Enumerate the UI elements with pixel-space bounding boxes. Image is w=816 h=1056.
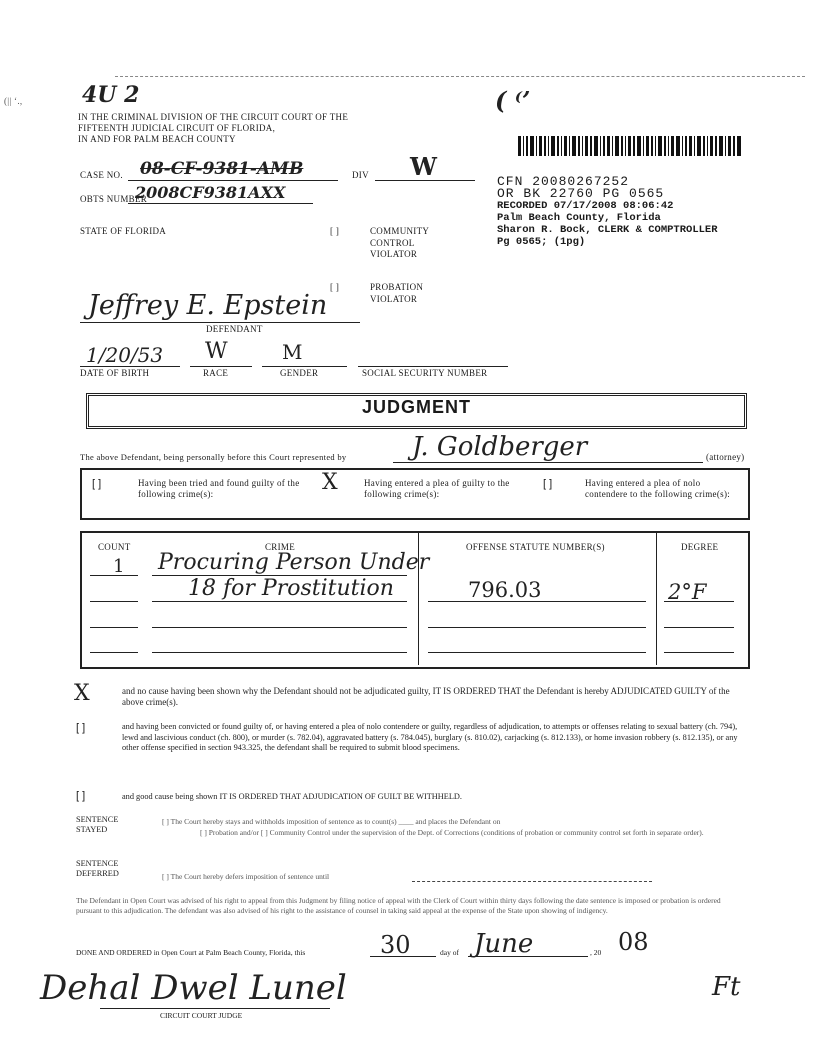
blood-checkbox: [ ] xyxy=(76,722,86,734)
col-statute: OFFENSE STATUTE NUMBER(S) xyxy=(466,542,605,552)
col-crime: CRIME xyxy=(265,542,296,552)
plea-nolo-text: Having entered a plea of nolo contendere to the following crime(s): xyxy=(585,478,731,499)
stamp-page: Pg 0565; (1pg) xyxy=(497,236,586,248)
obts-underline xyxy=(128,203,313,204)
rule xyxy=(152,601,407,602)
represented-prefix: The above Defendant, being personally before this Court represented by xyxy=(80,452,347,462)
race-underline xyxy=(190,366,252,367)
plea-tried-checkbox: [ ] xyxy=(92,478,102,490)
defendant-name: Jeffrey E. Epstein xyxy=(88,290,328,321)
corner-mark: Ft xyxy=(712,972,741,1002)
stamp-county: Palm Beach County, Florida xyxy=(497,212,661,224)
row-crime-line2: 18 for Prostitution xyxy=(188,576,394,601)
stayed-text2: [ ] Probation and/or [ ] Community Control under the supervision of the Dept. of Corrections (conditions of probation or community control set forth in separate order). xyxy=(200,828,704,837)
rule xyxy=(428,652,646,653)
court-header-line3: IN AND FOR PALM BEACH COUNTY xyxy=(78,134,236,144)
col-degree: DEGREE xyxy=(681,542,719,552)
top-rule xyxy=(115,76,805,77)
withheld-text: and good cause being shown IT IS ORDERED THAT ADJUDICATION OF GUILT BE WITHHELD. xyxy=(122,792,462,801)
done-day-label: day of xyxy=(440,948,459,957)
cc-checkbox: [ ] xyxy=(330,226,340,236)
case-no-struck: 08-CF-9381-AMB xyxy=(140,159,304,179)
ssn-underline xyxy=(358,366,508,367)
probation-label: PROBATION VIOLATOR xyxy=(370,282,424,304)
rule xyxy=(664,652,734,653)
stamp-clerk: Sharon R. Bock, CLERK & COMPTROLLER xyxy=(497,224,718,236)
month-underline xyxy=(468,956,588,957)
col-count: COUNT xyxy=(98,542,131,552)
stamp-recorded: RECORDED 07/17/2008 08:06:42 xyxy=(497,200,674,212)
defendant-label: DEFENDANT xyxy=(206,324,263,334)
community-control-label: COMMUNITY CONTROL VIOLATOR xyxy=(370,226,430,259)
row-crime-line1: Procuring Person Under xyxy=(158,550,430,575)
stayed-label: SENTENCE STAYED xyxy=(76,815,119,834)
rule xyxy=(428,627,646,628)
attorney-suffix: (attorney) xyxy=(706,452,745,462)
barcode xyxy=(518,136,744,158)
done-month: June xyxy=(474,929,534,959)
dob-label: DATE OF BIRTH xyxy=(80,368,150,378)
race-label: RACE xyxy=(203,368,229,378)
recording-stamp xyxy=(497,176,718,248)
done-prefix: DONE AND ORDERED in Open Court at Palm Beach County, Florida, this xyxy=(76,948,306,957)
plea-guilty-text: Having entered a plea of guilty to the following crime(s): xyxy=(364,478,510,499)
attorney-underline xyxy=(393,462,703,463)
judge-label: CIRCUIT COURT JUDGE xyxy=(160,1011,243,1020)
defendant-underline xyxy=(80,322,360,323)
rule xyxy=(90,601,138,602)
court-header xyxy=(78,112,348,145)
plea-nolo-checkbox: [ ] xyxy=(543,478,553,490)
appeal-text: The Defendant in Open Court was advised of his right to appeal from this Judgment by filing notice of appeal with the Clerk of Court within thirty days following the date sentence is imposed or probation is ordered pursuant to this adjudication. The defendant was also advised of his right to the assistance of counsel in taking said appeal at the expense of the State upon showing of indigency. xyxy=(76,896,721,915)
attorney-name: J. Goldberger xyxy=(412,432,588,462)
obts-label: OBTS NUMBER xyxy=(80,194,148,204)
rule xyxy=(90,627,138,628)
rule xyxy=(152,627,407,628)
stamp-cfn: CFN 20080267252 xyxy=(497,174,630,189)
deferred-label: SENTENCE DEFERRED xyxy=(76,859,119,878)
day-underline xyxy=(370,956,436,957)
probation-checkbox: [ ] xyxy=(330,282,340,292)
stayed-text1: [ ] The Court hereby stays and withholds imposition of sentence as to count(s) ____ and places the Defendant on xyxy=(162,817,501,826)
rule xyxy=(152,652,407,653)
court-header-line2: FIFTEENTH JUDICIAL CIRCUIT OF FLORIDA, xyxy=(78,123,276,133)
done-day: 30 xyxy=(380,931,411,959)
row-count: 1 xyxy=(113,556,125,577)
court-header-line1: IN THE CRIMINAL DIVISION OF THE CIRCUIT COURT OF THE xyxy=(78,112,349,122)
div-underline xyxy=(375,180,475,181)
hand-top-mark: ( ⁽ʼ xyxy=(495,86,531,115)
gender-value: M xyxy=(282,340,303,364)
rule xyxy=(90,652,138,653)
stamp-or-bk: OR BK 22760 PG 0565 xyxy=(497,186,665,201)
obts-value: 2008CF9381AXX xyxy=(135,183,286,202)
race-value: W xyxy=(205,339,228,364)
rule xyxy=(664,601,734,602)
blood-text: and having been convicted or found guilty of, or having entered a plea of nolo contendere or guilty, regardless of adjudication, to attempts or offenses relating to sexual battery (ch. 794), lewd and lascivious conduct (ch. 800), or murder (s. 782.04), aggravated battery (s. 784.045), burglary (s. 810.02), carjacking (s. 812.133), or home invasion robbery (s. 812.135), or any other offense specified in section 943.325, the defendant shall be required to submit blood specimens. xyxy=(122,722,738,752)
deferred-underline xyxy=(412,881,652,882)
judge-signature: Dehal Dwel Lunel xyxy=(40,968,347,1008)
case-no-underline xyxy=(128,180,338,181)
withheld-checkbox: [ ] xyxy=(76,790,86,802)
plea-tried-text: Having been tried and found guilty of the following crime(s): xyxy=(138,478,300,499)
judge-underline xyxy=(100,1008,330,1009)
state-label: STATE OF FLORIDA xyxy=(80,226,167,236)
done-year-prefix: , 20 xyxy=(590,948,602,957)
done-year: 08 xyxy=(618,928,649,956)
div-value: W xyxy=(410,152,437,181)
rule xyxy=(664,627,734,628)
dob-underline xyxy=(80,366,180,367)
ssn-label: SOCIAL SECURITY NUMBER xyxy=(362,368,488,378)
rule xyxy=(428,601,646,602)
gender-label: GENDER xyxy=(280,368,319,378)
hand-case-code: 4U 2 xyxy=(82,82,140,108)
crime-table-divider-2 xyxy=(656,533,657,665)
rule xyxy=(152,575,407,576)
adjudicated-text: and no cause having been shown why the Defendant should not be adjudicated guilty, IT IS ORDERED THAT the Defendant is hereby ADJUDICATED GUILTY of the above crime(s). xyxy=(122,686,730,707)
case-no-label: CASE NO. xyxy=(80,170,123,180)
deferred-text: [ ] The Court hereby defers imposition of sentence until xyxy=(162,872,330,881)
dob-value: 1/20/53 xyxy=(86,343,164,367)
judgment-title: JUDGMENT xyxy=(361,397,471,417)
div-label: DIV xyxy=(352,170,369,180)
rule xyxy=(90,575,138,576)
plea-guilty-check: X xyxy=(322,470,338,495)
margin-scribble: (|| ʻ., xyxy=(4,96,23,106)
gender-underline xyxy=(262,366,347,367)
row-statute: 796.03 xyxy=(468,578,542,602)
adjudicated-check: X xyxy=(74,681,90,706)
row-degree: 2°F xyxy=(668,580,707,604)
